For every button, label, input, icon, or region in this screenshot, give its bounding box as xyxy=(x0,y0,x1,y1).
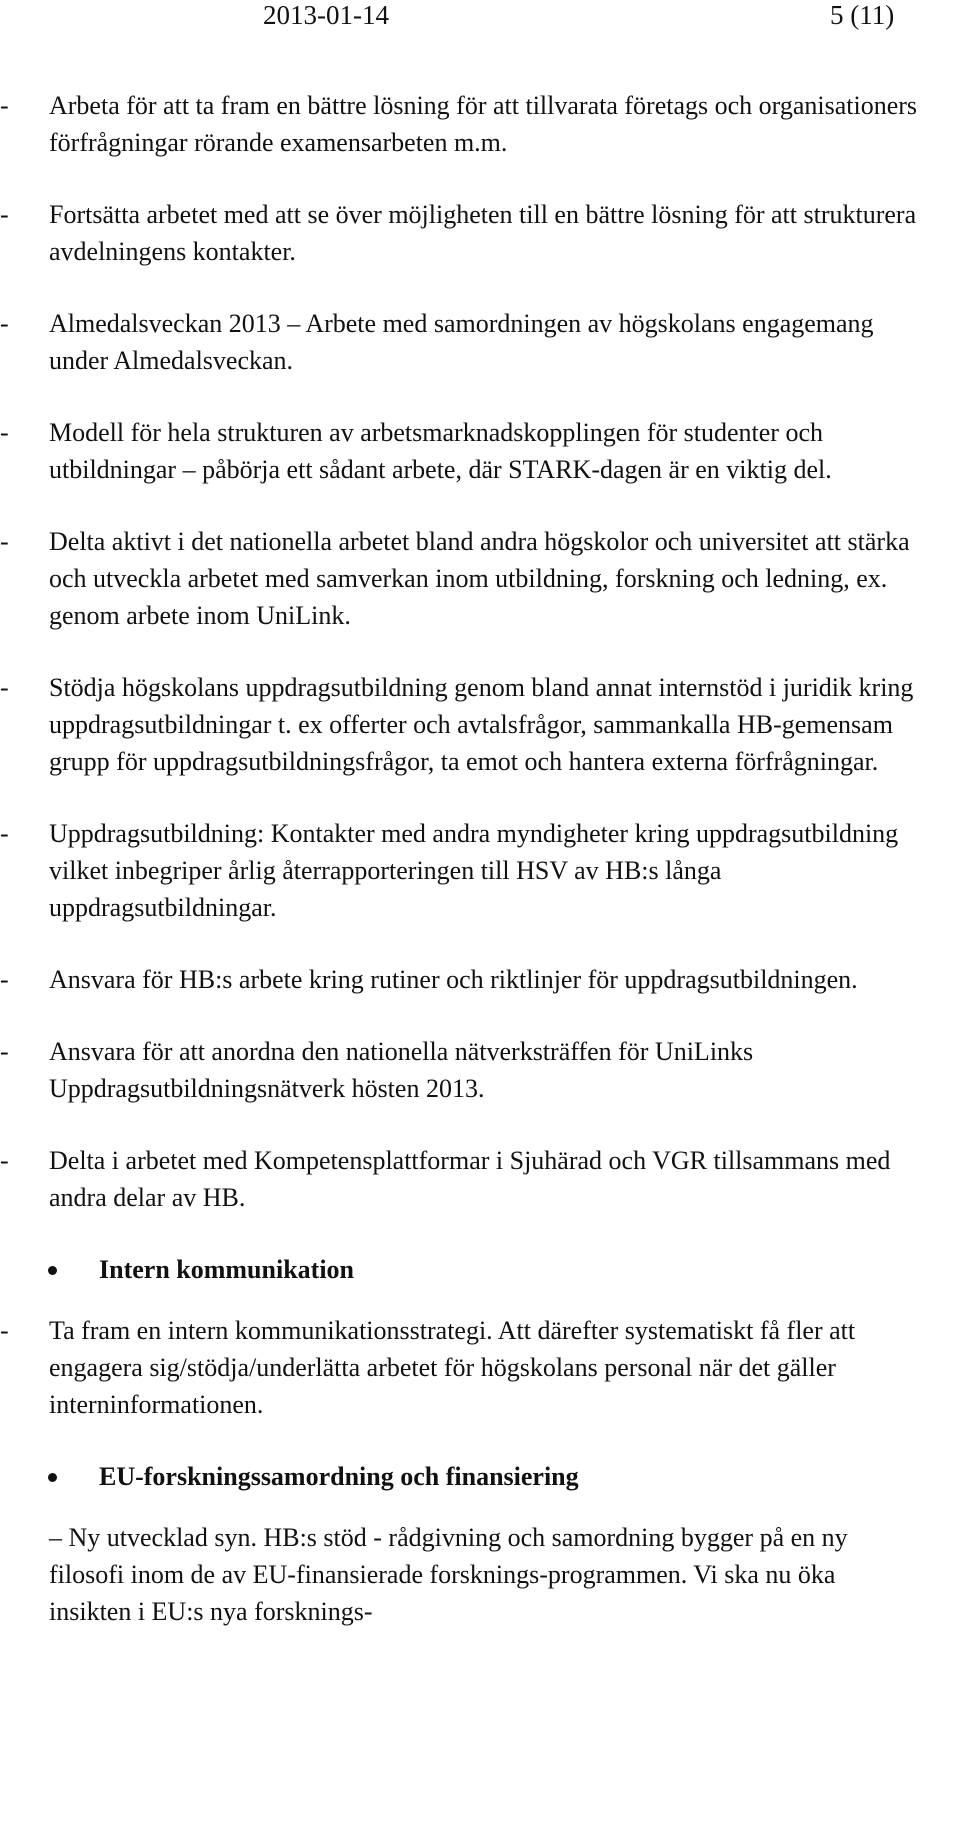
list-dash: - xyxy=(0,1037,9,1066)
list-item-text: Almedalsveckan 2013 – Arbete med samordningen av högskolans engagemang under Almedalsveckan. xyxy=(49,309,874,375)
list-item-text: Ansvara för HB:s arbete kring rutiner och riktlinjer för uppdragsutbildningen. xyxy=(49,965,858,994)
header-page-number: 5 (11) xyxy=(830,0,895,30)
list-item-text: Modell för hela strukturen av arbetsmarknadskopplingen för studenter och utbildningar – påbörja ett sådant arbete, där STARK-dagen är en viktig del. xyxy=(49,418,832,484)
list-dash: - xyxy=(0,965,9,994)
bullet-icon xyxy=(48,1266,57,1275)
list-dash: - xyxy=(0,309,9,338)
list-item-text: Stödja högskolans uppdragsutbildning genom bland annat internstöd i juridik kring uppdragsutbildningar t. ex offerter och avtalsfrågor, sammankalla HB-gemensam grupp för uppdragsutbildningsfrågor, ta emot och hantera externa förfrågningar. xyxy=(49,673,914,776)
list-item xyxy=(0,414,960,488)
header-date: 2013-01-14 xyxy=(263,0,389,30)
list-item-text: Ta fram en intern kommunikationsstrategi. Att därefter systematiskt få fler att engagera sig/stödja/underlätta arbetet för högskolans personal när det gäller interninformationen. xyxy=(49,1316,856,1419)
list-item-text: Arbeta för att ta fram en bättre lösning för att tillvarata företags och organisationers förfrågningar rörande examensarbeten m.m. xyxy=(49,91,918,157)
list-item xyxy=(0,1312,960,1423)
section-heading-eu-forskning xyxy=(0,1458,960,1495)
list-dash: - xyxy=(0,673,9,702)
list-dash: - xyxy=(0,200,9,229)
list-item xyxy=(0,961,960,998)
list-item xyxy=(0,669,960,780)
list-item-text: Fortsätta arbetet med att se över möjligheten till en bättre lösning för att strukturera avdelningens kontakter. xyxy=(49,200,917,266)
list-item xyxy=(0,1142,960,1216)
document-body xyxy=(0,87,960,1630)
list-dash: - xyxy=(0,819,9,848)
list-item xyxy=(0,305,960,379)
list-item-text: Ansvara för att anordna den nationella nätverksträffen för UniLinks Uppdragsutbildningsnätverk hösten 2013. xyxy=(49,1037,754,1103)
page-header xyxy=(0,0,960,36)
list-dash: - xyxy=(0,1316,9,1345)
list-item xyxy=(0,523,960,634)
section-paragraph: – Ny utvecklad syn. HB:s stöd - rådgivning och samordning bygger på en ny filosofi inom de av EU-finansierade forsknings-programmen. Vi ska nu öka insikten i EU:s nya forsknings- xyxy=(49,1523,848,1626)
bullet-icon xyxy=(48,1473,57,1482)
list-dash: - xyxy=(0,1146,9,1175)
list-dash: - xyxy=(0,418,9,447)
list-item-text: Delta aktivt i det nationella arbetet bland andra högskolor och universitet att stärka och utveckla arbetet med samverkan inom utbildning, forskning och ledning, ex. genom arbete inom UniLink. xyxy=(49,527,910,630)
list-item xyxy=(0,1033,960,1107)
list-item-text: Delta i arbetet med Kompetensplattformar i Sjuhärad och VGR tillsammans med andra delar av HB. xyxy=(49,1146,891,1212)
list-dash: - xyxy=(0,91,9,120)
list-item xyxy=(0,815,960,926)
section-heading-text: Intern kommunikation xyxy=(99,1255,354,1284)
section-heading-text: EU-forskningssamordning och finansiering xyxy=(99,1462,579,1491)
section-heading-intern-kommunikation xyxy=(0,1251,960,1288)
list-item xyxy=(0,87,960,161)
list-item xyxy=(0,196,960,270)
list-dash: - xyxy=(0,527,9,556)
list-item-text: Uppdragsutbildning: Kontakter med andra myndigheter kring uppdragsutbildning vilket inbegriper årlig återrapporteringen till HSV av HB:s långa uppdragsutbildningar. xyxy=(49,819,899,922)
